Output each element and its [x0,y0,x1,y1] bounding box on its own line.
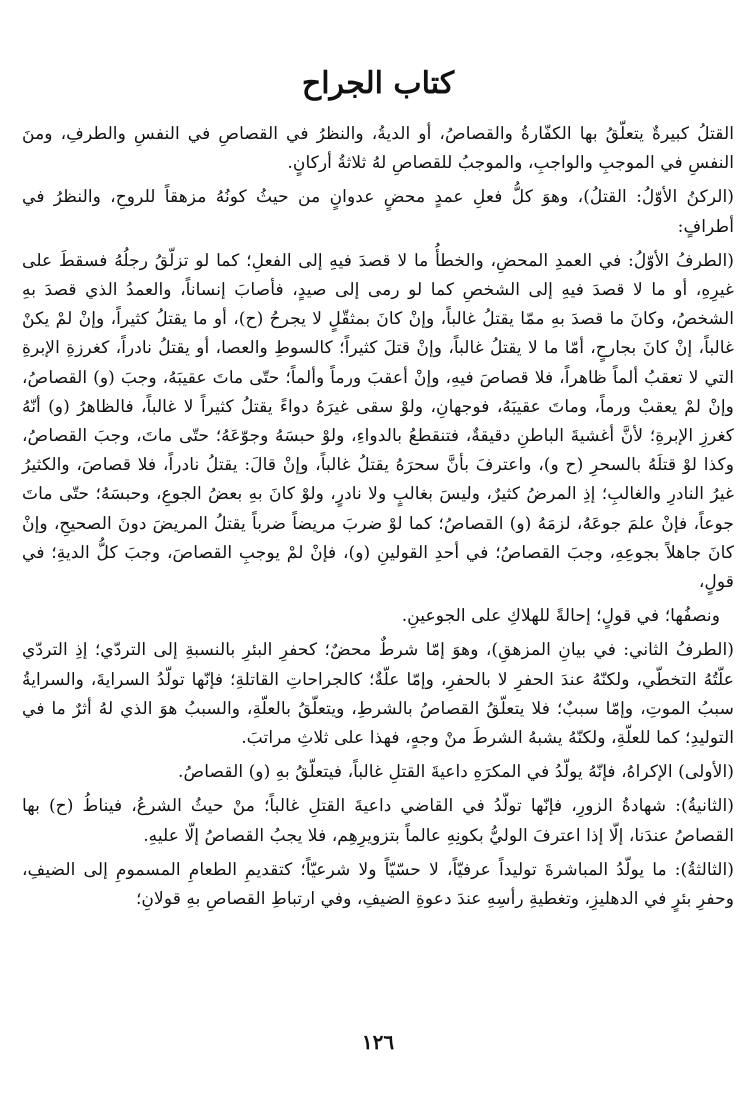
paragraph-third-rank-customary: (الثالثةُ): ما يولّدُ المباشرةَ توليداً عرفيّاً، لا حسّيّاً ولا شرعيّاً؛ كتقديمِ الطعامِ المسمومِ إلى الضيفِ، وحفرِ بئرٍ في الدهليزِ، وتغطيةِ رأسِهِ عندَ دعوةِ الضيفِ، وفي ارتباطِ القصاصِ بهِ قولانِ؛ [22,859,734,910]
chapter-title: كتاب الجراح [301,66,455,101]
page-number: ١٢٦ [361,1030,395,1054]
paragraph-half-diya: ونصفُها؛ في قولٍ؛ إحالةً للهلاكِ على الجوعينِ. [401,606,720,627]
paragraph-first-rank-coercion: (الأولى) الإكراهُ، فإنّهُ يولّدُ في المكرَهِ داعيةَ القتلِ غالباً، فيتعلّقُ بهِ (و) القصاصُ. [178,762,734,783]
paragraph-first-section-pure-intent: (الطرفُ الأوّلُ: في العمدِ المحضِ، والخطأُ ما لا قصدَ فيهِ إلى الفعلِ؛ كما لو تزلّقُ رجلُهُ فسقطَ على غيرِهِ، أو ما لا قصدَ فيهِ إلى الشخصِ كما لو رمى إلى صيدٍ، فأصابَ إنساناً، والعمدُ الذي قصدَ بهِ الشخصُ، وكانَ ما قصدَ بهِ ممّا يقتلُ غالباً، وإنْ كانَ بمثقّلٍ لا يجرحُ (ح)، أو ما يقتلُ كثيراً، وإنْ لمْ يكنْ غالباً، إنْ كانَ بجارحٍ، أمّا ما لا يقتلُ غالباً، وإنْ قتلَ كثيراً؛ كالسوطِ والعصا، أو يقتلُ نادراً، كغرزةِ الإبرةِ التي لا تعقبُ ألماً ظاهراً، فلا قصاصَ فيهِ، وإنْ أعقبَ ورماً وألماً؛ حتّى ماتَ عقيبَهُ، وجبَ (و) القصاصُ، وإنْ لمْ يعقبْ ورماً، وماتَ عقيبَهُ، فوجهانِ، ولوْ سقى غيرَهُ دواءً يقتلُ كثيراً لا غالباً، فالظاهرُ (و) أنّهُ كغرزِ الإبرةِ؛ لأنَّ أغشيةَ الباطنِ دقيقةٌ، فتنقطعُ بالدواءِ، ولوْ حبسَهُ وجوّعَهُ؛ حتّى ماتَ، وجبَ القصاصُ، وكذا لوْ قتلَهُ بالسحرِ (ح و)، واعترفَ بأنَّ سحرَهُ يقتلُ غالباً، وإنْ قالَ: يقتلُ نادراً، فلا قصاصَ، والكثيرُ غيرُ النادرِ والغالبِ؛ إذِ المرضُ كثيرٌ، وليسَ بغالبٍ ولا نادرٍ، ولوْ كانَ بهِ بعضُ الجوعِ، وحبسَهُ؛ حتّى ماتَ جوعاً، فإنْ علمَ جوعَهُ، لزمَهُ (و) القصاصُ؛ كما لوْ ضربَ مريضاً ضرباً يقتلُ المريضَ دونَ الصحيحِ، وإنْ كانَ جاهلاً بجوعِهِ، وجبَ القصاصُ؛ في أحدِ القولينِ (و)، فإنْ لمْ يوجبِ القصاصَ، وجبَ كلُّ الديةِ؛ في قولٍ، [22,250,734,593]
paragraph-second-rank-false-testimony: (الثانيةُ): شهادةُ الزورِ، فإنّها تولّدُ في القاضي داعيةَ القتلِ غالباً؛ منْ حيثُ الشرعُ، فيناطُ (ح) بها القصاصُ عندَنا، إلّا إذا اعترفَ الوليُّ بكونِهِ عالماً بتزويرِهِم، فلا يجبُ القصاصُ إلّا عليهِ. [22,796,734,846]
paragraph-second-section-causes: (الطرفُ الثاني: في بيانِ المزهقِ)، وهوَ إمّا شرطٌ محضٌ؛ كحفرِ البئرِ بالنسبةِ إلى التردّي؛ إذِ التردّي علّتُهُ التخطّي، ولكنّهُ عندَ الحفرِ لا بالحفرِ، وإمّا علّةٌ؛ كالجراحاتِ القاتلةِ؛ فإنّها تولّدُ السرايةَ، والسرايةُ سببُ الموتِ، وإمّا سببٌ؛ فلا يتعلّقُ القصاصُ بالشرطِ، ويتعلّقُ بالعلّةِ، والسببُ هوَ الذي لهُ أثرٌ ما في التوليدِ؛ كما للعلّةِ، ولكنّهُ يشبهُ الشرطَ منْ وجهٍ، فهذا على ثلاثِ مراتبَ. [22,640,734,749]
paragraph-intro: القتلُ كبيرةٌ يتعلّقُ بها الكفّارةُ والقصاصُ، أو الديةُ، والنظرُ في القصاصِ في النفسِ والطرفِ، ومنَ النفسِ في الموجبِ والواجبِ، والموجبُ للقصاصِ لهُ ثلاثةُ أركانٍ. [22,124,734,174]
paragraph-first-pillar: (الركنُ الأوّلُ: القتلُ)، وهوَ كلُّ فعلِ عمدٍ محضٍ عدوانٍ من حيثُ كونُهُ مزهقاً للروحِ، والنظرُ في أطرافٍ: [22,187,734,237]
